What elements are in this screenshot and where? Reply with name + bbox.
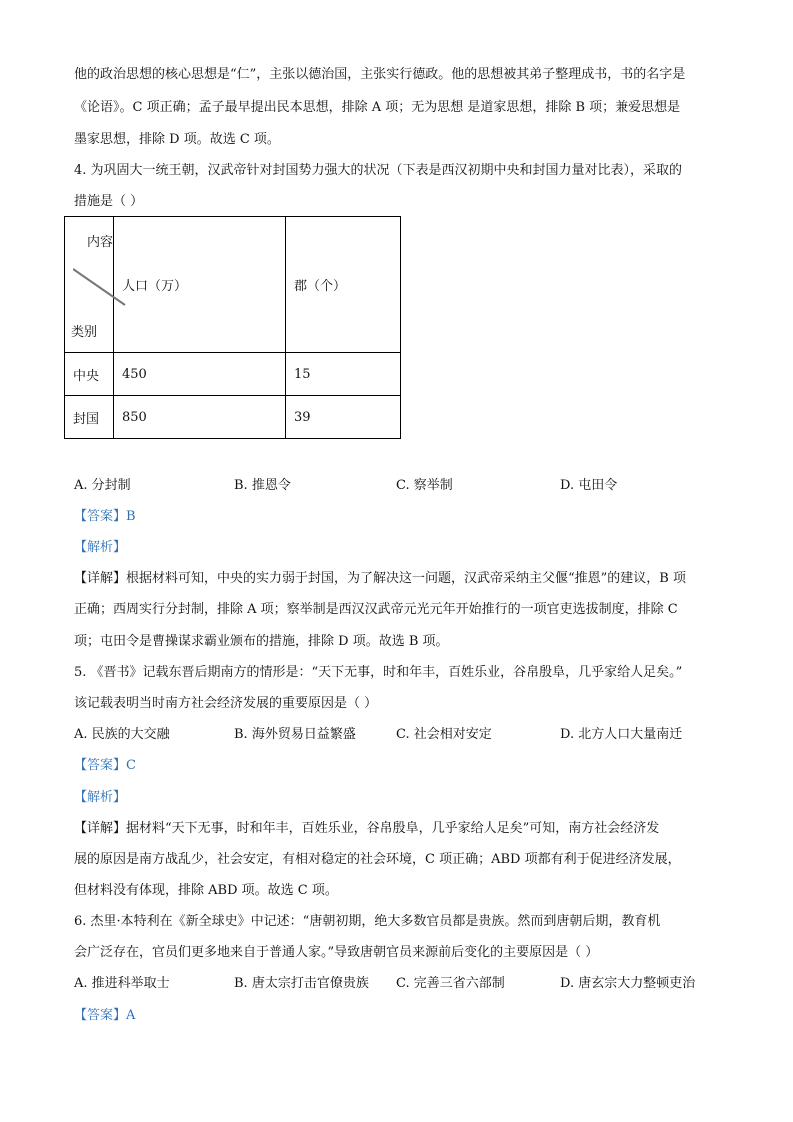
row-label: 封国 [65,396,114,439]
q4-option-b: B. 推恩令 [234,478,291,493]
q5-option-c: C. 社会相对安定 [396,727,492,742]
header-content-label: 内容 [87,235,114,250]
q6-option-b: B. 唐太宗打击官僚贵族 [234,976,369,991]
table-row [65,396,401,439]
q5-detail-2: 展的原因是南方战乱少，社会安定，有相对稳定的社会环境，C 项正确；ABD 项都有利于促进经济发展， [74,852,681,867]
row-population: 850 [114,396,286,439]
line-2: 《论语》。C 项正确；孟子最早提出民本思想，排除 A 项；无为思想 是道家思想，排除 B 项；兼爱思想是 [74,100,681,115]
comparison-table [64,216,401,439]
table-row [65,353,401,396]
row-commandery: 15 [286,353,401,396]
question-4-line-2: 措施是（ ） [74,194,144,209]
line-3: 墨家思想，排除 D 项。故选 C 项。 [74,132,280,147]
q4-detail-3: 项；屯田令是曹操谋求霸业颁布的措施，排除 D 项。故选 B 项。 [74,634,449,649]
q5-option-a: A. 民族的大交融 [74,727,170,742]
q6-option-c: C. 完善三省六部制 [396,976,505,991]
q5-detail-1: 【详解】据材料“天下无事，时和年丰，百姓乐业，谷帛殷阜，几乎家给人足矣”可知，南方社会经济发 [74,821,660,836]
question-5-line-1: 5. 《晋书》记载东晋后期南方的情形是：“天下无事，时和年丰，百姓乐业，谷帛殷阜，几乎家给人足矣。” [74,665,683,680]
q6-option-d: D. 唐玄宗大力整顿吏治 [560,976,696,991]
q4-detail-1: 【详解】根据材料可知，中央的实力弱于封国，为了解决这一问题，汉武帝采纳主父偃“推恩”的建议，B 项 [74,571,686,586]
question-5-line-2: 该记载表明当时南方社会经济发展的重要原因是（ ） [74,696,378,711]
q5-analysis-label: 【解析】 [74,790,127,805]
question-4-line-1: 4. 为巩固大一统王朝，汉武帝针对封国势力强大的状况（下表是西汉初期中央和封国力量对比表），采取的 [74,163,683,178]
q5-detail-3: 但材料没有体现，排除 ABD 项。故选 C 项。 [74,883,338,898]
diagonal-line-icon [73,267,127,307]
q5-option-b: B. 海外贸易日益繁盛 [234,727,356,742]
row-label: 中央 [65,353,114,396]
q4-detail-2: 正确；西周实行分封制，排除 A 项；察举制是西汉汉武帝元光元年开始推行的一项官吏选拔制度，排除 C [74,602,678,617]
question-6-line-2: 会广泛存在，官员们更多地来自于普通人家。”导致唐朝官员来源前后变化的主要原因是（ ） [74,945,599,960]
q4-answer: 【答案】B [74,509,136,524]
row-commandery: 39 [286,396,401,439]
header-population: 人口（万） [114,217,286,353]
q5-option-d: D. 北方人口大量南迁 [560,727,683,742]
header-category-label: 类别 [71,325,98,340]
q6-option-a: A. 推进科举取士 [74,976,170,991]
q4-analysis-label: 【解析】 [74,540,127,555]
row-population: 450 [114,353,286,396]
q4-option-c: C. 察举制 [396,478,453,493]
q5-answer: 【答案】C [74,758,136,773]
q6-answer: 【答案】A [74,1008,136,1023]
question-6-line-1: 6. 杰里·本特利在《新全球史》中记述：“唐朝初期，绝大多数官员都是贵族。然而到唐朝后期，教育机 [74,914,661,929]
q4-option-d: D. 屯田令 [560,478,618,493]
q4-option-a: A. 分封制 [74,478,131,493]
header-commandery: 郡（个） [286,217,401,353]
table-header-diagonal-cell [65,217,114,353]
line-1: 他的政治思想的核心思想是“仁”，主张以德治国，主张实行德政。他的思想被其弟子整理成书，书的名字是 [74,67,686,82]
